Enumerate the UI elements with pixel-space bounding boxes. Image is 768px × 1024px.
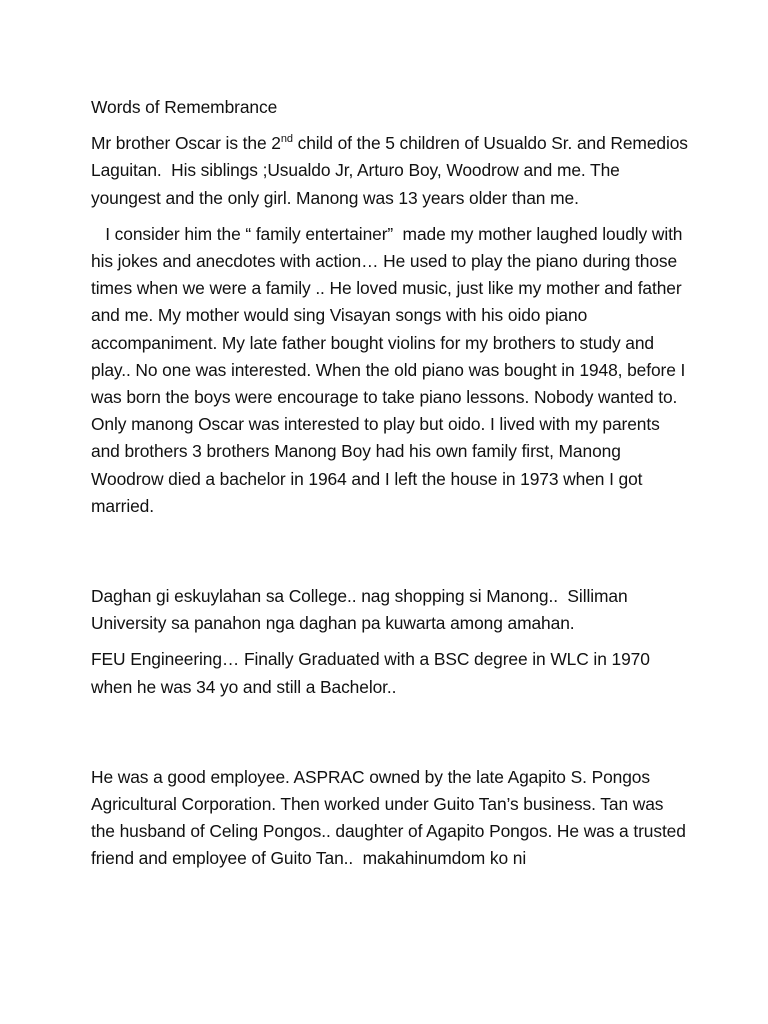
- paragraph-siblings: [91, 130, 691, 212]
- paragraph-siblings-rest: child of the 5 children of Usualdo Sr. and Remedios Laguitan. His siblings ;Usualdo Jr, Arturo Boy, Woodrow and me. The youngest and the only girl. Manong was 13 years older than me.: [91, 133, 693, 208]
- document-title: Words of Remembrance: [91, 97, 278, 117]
- ordinal-superscript: nd: [280, 133, 293, 146]
- document-body: [91, 94, 691, 873]
- paragraph-family-entertainer: I consider him the “ family entertainer” made my mother laughed loudly with his jokes and anecdotes with action… He used to play the piano during those times when we were a family .. He loved music, just like my mother and father and me. My mother would sing Visayan songs with his oido piano accompaniment. My late father bought violins for my brothers to study and play.. No one was interested. When the old piano was bought in 1948, before I was born the boys were encourage to take piano lessons. Nobody wanted to. Only manong Oscar was interested to play but oido. I lived with my parents and brothers 3 brothers Manong Boy had his own family first, Manong Woodrow died a bachelor in 1964 and I left the house in 1973 when I got married.: [91, 223, 691, 516]
- paragraph-employment: He was a good employee. ASPRAC owned by the late Agapito S. Pongos Agricultural Corporation. Then worked under Guito Tan’s business. Tan was the husband of Celing Pongos.. daughter of Agapito Pongos. He was a trusted friend and employee of Guito Tan.. makahinumdom ko ni: [91, 766, 691, 869]
- paragraph-graduation: FEU Engineering… Finally Graduated with a BSC degree in WLC in 1970 when he was 34 yo and still a Bachelor..: [91, 649, 655, 697]
- paragraph-siblings-start: Mr brother Oscar is the 2: [91, 133, 281, 154]
- paragraph-college: Daghan gi eskuylahan sa College.. nag shopping si Manong.. Silliman University sa panahon nga daghan pa kuwarta among amahan.: [91, 586, 633, 634]
